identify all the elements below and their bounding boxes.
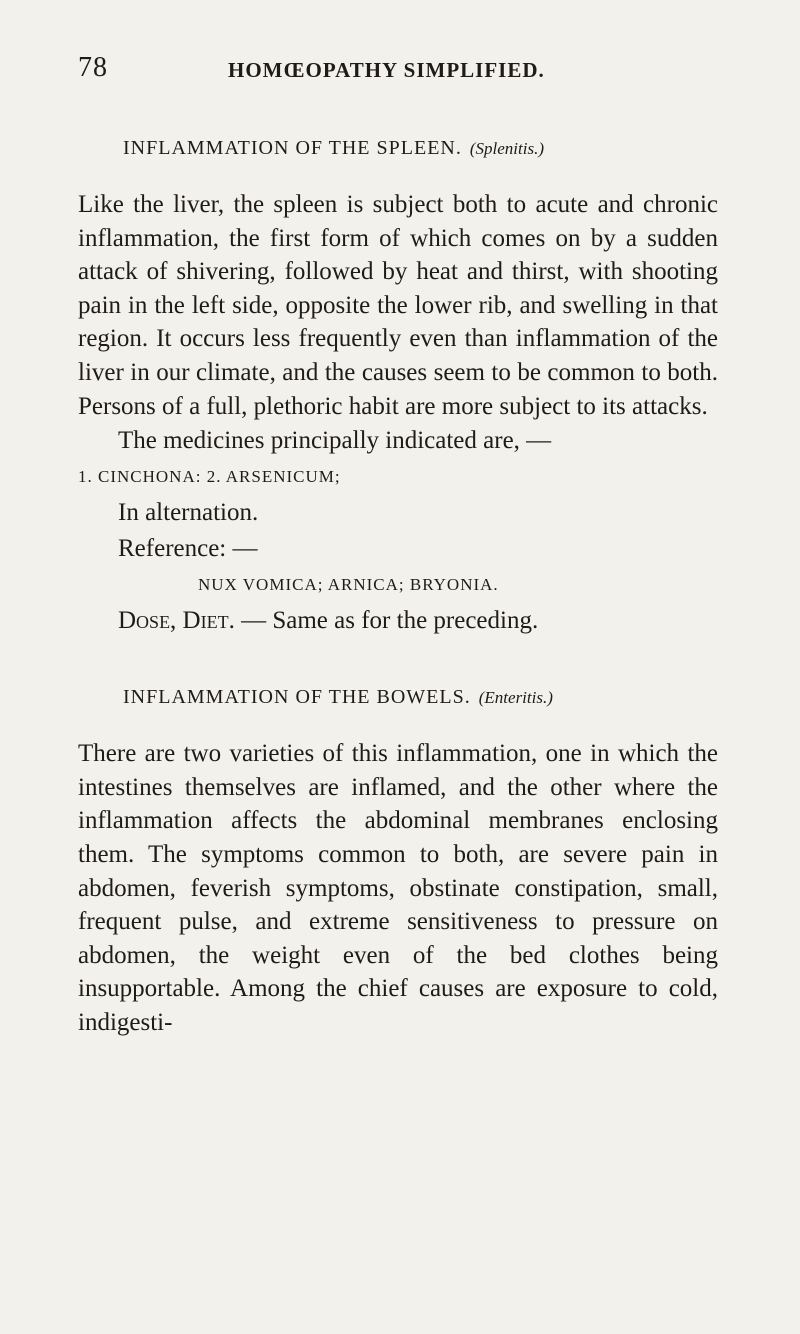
medicines-intro: The medicines principally indicated are, — [118,427,552,455]
section-title-text: INFLAMMATION OF THE BOWELS. [123,686,471,709]
alternation-note: In alternation. [118,499,259,527]
page-header [78,52,718,92]
spleen-paragraph: Like the liver, the spleen is subject both to acute and chronic inflammation, the first form of which comes on by a sudden attack of shivering, followed by heat and thirst, with shooting pain in the left side, opposite the lower rib, and swelling in that region. It occurs less frequently even than inflammation of the liver in our climate, and the causes seem to be common to both. Persons of a full, plethoric habit are more subject to its attacks. [78,191,718,420]
dose-diet-line [118,603,718,639]
bowels-paragraph: There are two varieties of this inflammation, one in which the intestines themselves are inflamed, and the other where the inflammation affects the abdominal membranes enclosing them. The symptoms common to both, are severe pain in abdomen, feverish symptoms, obstinate constipation, small, frequent pulse, and extreme sensitiveness to pressure on abdomen, the weight even of the bed clothes being insupportable. Among the chief causes are exposure to cold, indigesti- [78,740,718,1036]
section-latin-name: (Splenitis.) [469,139,545,158]
page-number: 78 [78,52,108,83]
section-title-bowels [123,677,718,717]
running-title: HOMŒOPATHY SIMPLIFIED. [228,58,545,82]
page-body [78,128,718,1040]
reference-remedies: NUX VOMICA; ARNICA; BRYONIA. [198,575,499,595]
section-title-spleen [123,128,718,168]
dose-diet-label: Dose, Diet. [118,607,235,635]
section-latin-name: (Enteritis.) [478,688,553,708]
reference-label: Reference: — [118,535,258,563]
section-title-text: INFLAMMATION OF THE SPLEEN. [123,137,462,159]
remedies-list: 1. CINCHONA: 2. ARSENICUM; [78,467,341,487]
dose-diet-text: — Same as for the preceding. [241,607,539,635]
